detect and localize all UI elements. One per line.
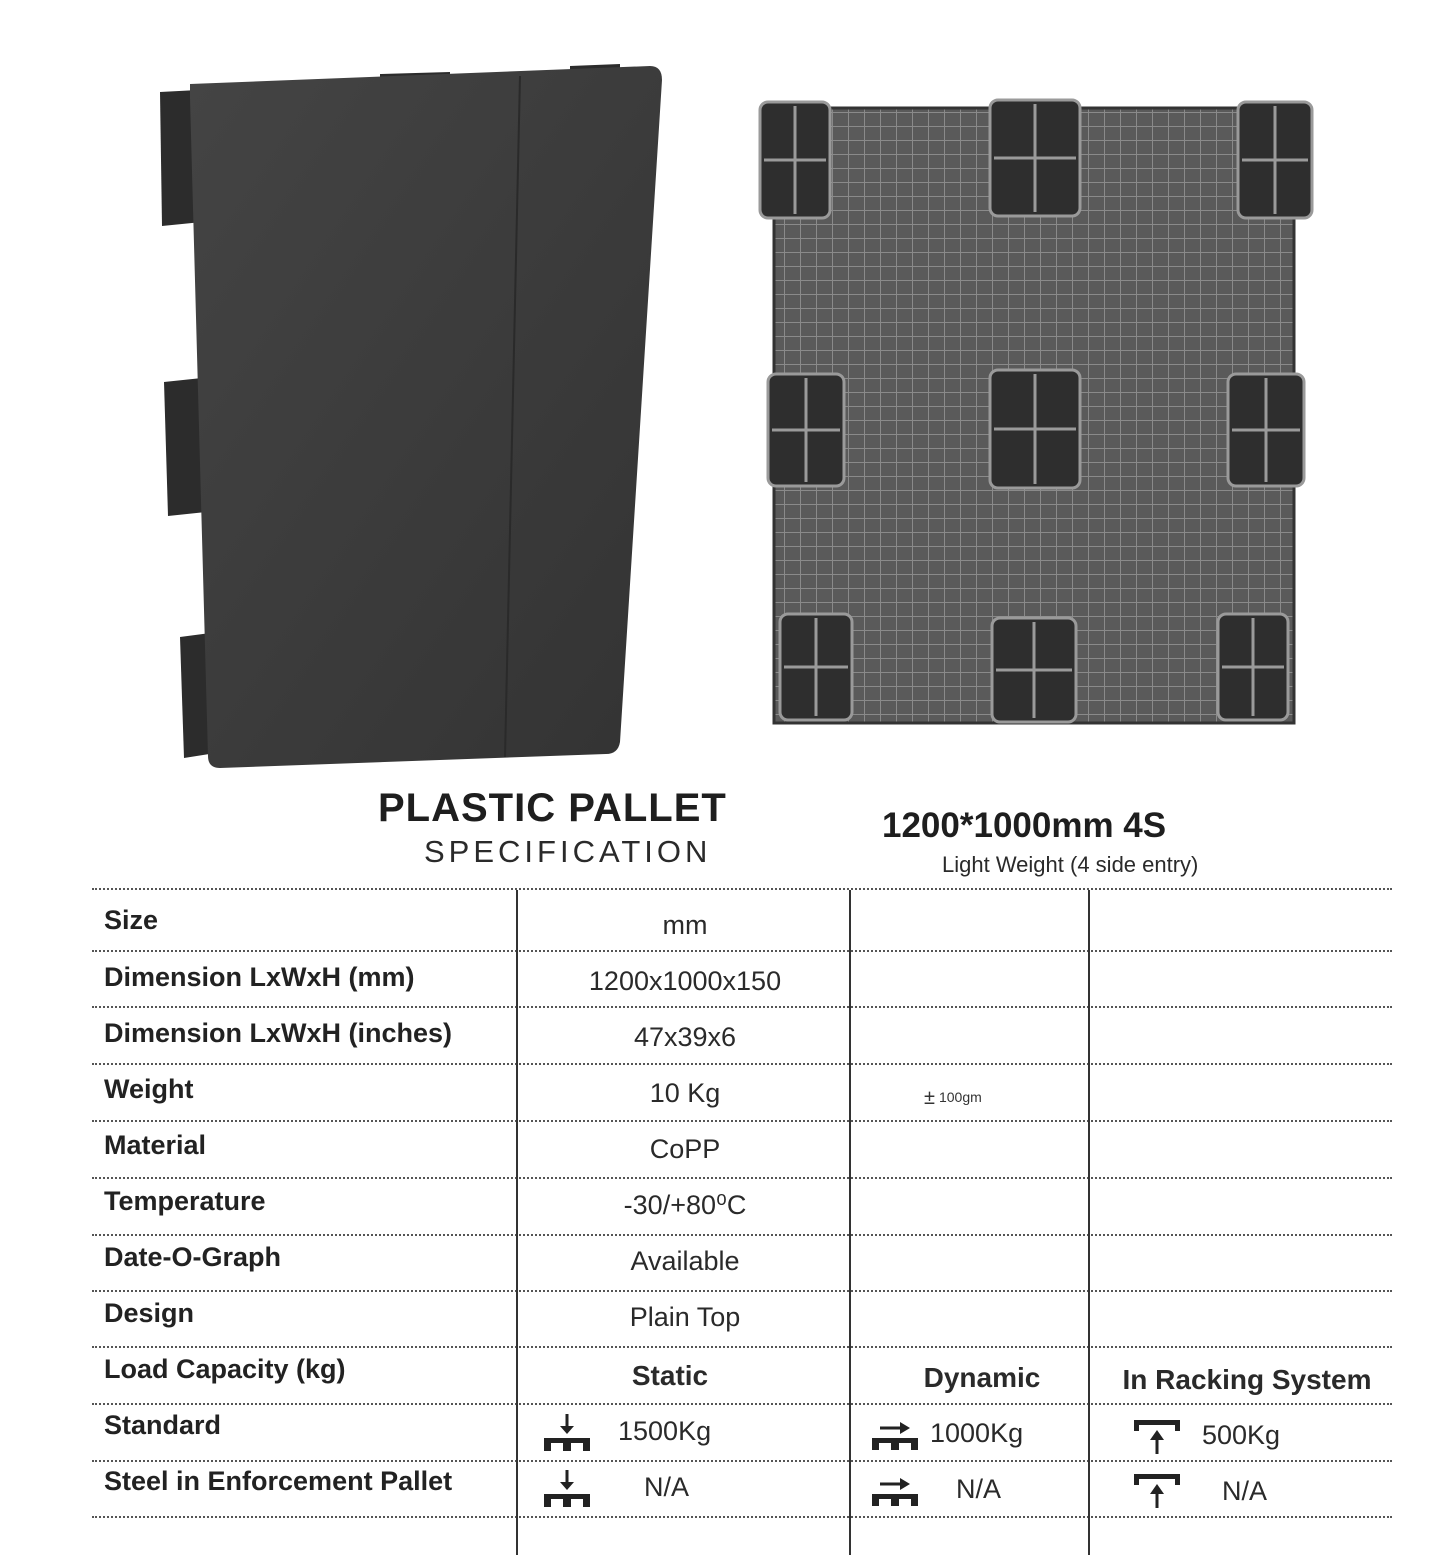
spec-label-dimension-inches: Dimension LxWxH (inches) <box>104 1018 453 1048</box>
racking-load-icon <box>1132 1472 1182 1510</box>
spec-value-weight: 10 Kg <box>649 1078 721 1108</box>
load-header-static: Static <box>631 1360 709 1391</box>
table-divider <box>92 1516 1392 1518</box>
spec-value-temperature: -30/+80⁰C <box>623 1190 747 1220</box>
spec-label-dimension-mm: Dimension LxWxH (mm) <box>104 962 415 992</box>
weight-tolerance <box>924 1085 982 1108</box>
spec-label-size: Size <box>104 905 159 935</box>
table-divider <box>92 1120 1392 1122</box>
table-divider <box>92 1290 1392 1292</box>
table-column-divider <box>516 890 518 1555</box>
plus-minus-sign: ± <box>924 1087 935 1109</box>
spec-value-design: Plain Top <box>629 1302 741 1332</box>
steel-racking-value: N/A <box>1222 1476 1268 1506</box>
table-divider <box>92 1234 1392 1236</box>
table-divider <box>92 1460 1392 1462</box>
pallet-top-photo <box>150 62 670 774</box>
spec-value-dimension-mm: 1200x1000x150 <box>588 966 782 996</box>
spec-label-material: Material <box>104 1130 207 1160</box>
table-divider <box>92 950 1392 952</box>
page-subtitle: SPECIFICATION <box>424 834 712 869</box>
load-row-label-steel: Steel in Enforcement Pallet <box>104 1466 453 1496</box>
weight-tolerance-value: 100gm <box>938 1089 982 1105</box>
spec-label-weight: Weight <box>104 1074 194 1104</box>
spec-value-material: CoPP <box>649 1134 721 1164</box>
spec-value-size: mm <box>662 910 708 940</box>
static-load-icon <box>542 1412 592 1452</box>
standard-static-value: 1500Kg <box>618 1416 712 1446</box>
table-divider <box>92 1346 1392 1348</box>
pallet-bottom-photo <box>752 98 1320 730</box>
model-name: 1200*1000mm 4S <box>882 806 1167 845</box>
steel-dynamic-value: N/A <box>956 1474 1002 1504</box>
table-column-divider <box>1088 890 1090 1555</box>
racking-load-icon <box>1132 1418 1182 1456</box>
spec-label-design: Design <box>104 1298 195 1328</box>
spec-value-date-o-graph: Available <box>630 1246 740 1276</box>
dynamic-load-icon <box>870 1420 920 1450</box>
load-row-label-standard: Standard <box>104 1410 222 1440</box>
table-divider <box>92 888 1392 890</box>
spec-label-temperature: Temperature <box>104 1186 266 1216</box>
table-divider <box>92 1063 1392 1065</box>
load-capacity-label: Load Capacity (kg) <box>104 1354 346 1384</box>
table-divider <box>92 1403 1392 1405</box>
standard-racking-value: 500Kg <box>1202 1420 1281 1450</box>
table-divider <box>92 1177 1392 1179</box>
table-divider <box>92 1006 1392 1008</box>
standard-dynamic-value: 1000Kg <box>930 1418 1024 1448</box>
spec-value-dimension-inches: 47x39x6 <box>633 1022 737 1052</box>
spec-label-date-o-graph: Date-O-Graph <box>104 1242 282 1272</box>
static-load-icon <box>542 1468 592 1508</box>
dynamic-load-icon <box>870 1476 920 1506</box>
load-header-dynamic: Dynamic <box>923 1362 1041 1393</box>
page-title: PLASTIC PALLET <box>378 786 727 830</box>
load-header-racking: In Racking System <box>1122 1364 1372 1395</box>
model-note: Light Weight (4 side entry) <box>942 852 1199 877</box>
steel-static-value: N/A <box>644 1472 690 1502</box>
